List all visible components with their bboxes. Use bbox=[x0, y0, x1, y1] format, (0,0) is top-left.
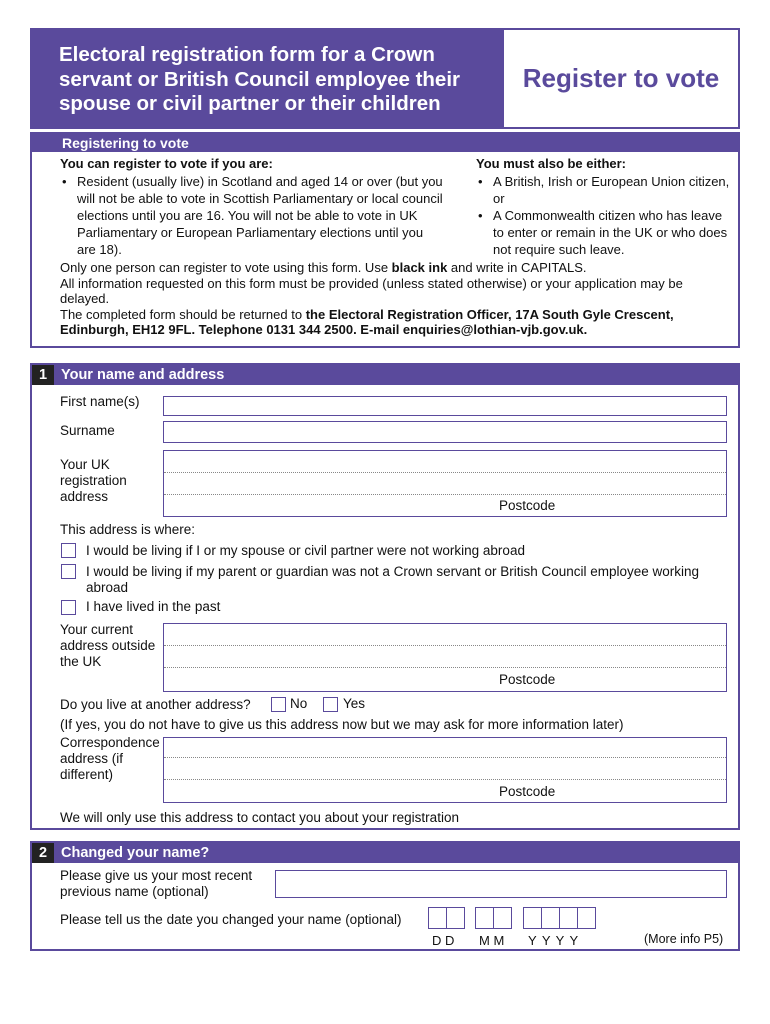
date-changed-label: Please tell us the date you changed your name (optional) bbox=[60, 912, 402, 927]
more-info-note: (More info P5) bbox=[644, 932, 724, 946]
opt1-label: I would be living if I or my spouse or civil partner were not working abroad bbox=[86, 543, 525, 558]
correspondence-field[interactable] bbox=[163, 737, 727, 803]
form-header bbox=[30, 28, 740, 129]
year-digit-2[interactable] bbox=[541, 907, 560, 929]
no-checkbox[interactable] bbox=[271, 697, 286, 712]
previous-name-label: Please give us your most recent previous name (optional) bbox=[60, 868, 253, 899]
register-to-vote-heading: Register to vote bbox=[522, 63, 720, 93]
day-digit-1[interactable] bbox=[428, 907, 447, 929]
if-yes-note: (If yes, you do not have to give us this address now but we may ask for more information later) bbox=[60, 717, 624, 732]
opt2-label: I would be living if my parent or guardian was not a Crown servant or British Council employee working abroad bbox=[86, 564, 700, 595]
instructions bbox=[60, 260, 732, 338]
section-name-address bbox=[30, 363, 740, 830]
yyyy-hint: Y Y Y Y bbox=[528, 933, 580, 948]
no-label: No bbox=[290, 696, 308, 711]
uk-address-field[interactable] bbox=[163, 450, 727, 517]
year-digit-4[interactable] bbox=[577, 907, 596, 929]
month-digit-1[interactable] bbox=[475, 907, 494, 929]
section-bar bbox=[32, 365, 738, 385]
month-digit-2[interactable] bbox=[493, 907, 512, 929]
section-number: 1 bbox=[32, 365, 54, 385]
first-names-field[interactable] bbox=[163, 396, 727, 416]
first-names-label: First name(s) bbox=[60, 394, 140, 409]
opt1-checkbox[interactable] bbox=[61, 543, 76, 558]
postcode-label: Postcode bbox=[499, 784, 556, 799]
correspondence-label: Correspondence address (if different) bbox=[60, 735, 160, 782]
section-changed-name bbox=[30, 841, 740, 951]
eligibility-right bbox=[476, 155, 730, 258]
current-address-label: Your current address outside the UK bbox=[60, 622, 156, 669]
left-heading: You can register to vote if you are: bbox=[60, 156, 273, 171]
form-title: Electoral registration form for a Crown servant or British Council employee their spouse or civil partner or their children bbox=[32, 30, 504, 127]
year-digit-3[interactable] bbox=[559, 907, 578, 929]
year-digit-1[interactable] bbox=[523, 907, 542, 929]
only-use-note: We will only use this address to contact you about your registration bbox=[60, 810, 459, 825]
yes-checkbox[interactable] bbox=[323, 697, 338, 712]
section-bar bbox=[32, 843, 738, 863]
postcode-label: Postcode bbox=[499, 672, 556, 687]
citizen-bullet: • A British, Irish or European Union citizen, or bbox=[476, 173, 730, 207]
opt3-checkbox[interactable] bbox=[61, 600, 76, 615]
info-required: All information requested on this form must be provided (unless stated otherwise) or your application may be delayed. bbox=[60, 275, 683, 306]
address-where-label: This address is where: bbox=[60, 522, 196, 537]
yes-label: Yes bbox=[343, 696, 366, 711]
right-heading: You must also be either: bbox=[476, 156, 627, 171]
mm-hint: M M bbox=[479, 933, 505, 948]
opt3-label: I have lived in the past bbox=[86, 599, 221, 614]
ink-instruction: Only one person can register to vote using this form. Use black ink and write in CAPITALS. bbox=[60, 260, 587, 275]
surname-field[interactable] bbox=[163, 421, 727, 443]
another-address-question: Do you live at another address? bbox=[60, 697, 251, 712]
return-instruction: The completed form should be returned to the Electoral Registration Officer, 17A South Gyle Crescent, Edinburgh, EH12 9FL. Telephone 0131 344 2500. E-mail enquiries@lothian-vjb.gov.uk. bbox=[60, 306, 674, 337]
commonwealth-bullet: • A Commonwealth citizen who has leave to enter or remain in the UK or who does not require such leave. bbox=[476, 207, 730, 258]
day-digit-2[interactable] bbox=[446, 907, 465, 929]
surname-label: Surname bbox=[60, 423, 115, 438]
opt2-checkbox[interactable] bbox=[61, 564, 76, 579]
section-number: 2 bbox=[32, 843, 54, 863]
dd-hint: D D bbox=[432, 933, 455, 948]
current-address-field[interactable] bbox=[163, 623, 727, 692]
registering-bar: Registering to vote bbox=[32, 134, 738, 152]
previous-name-field[interactable] bbox=[275, 870, 727, 898]
section-title: Your name and address bbox=[61, 367, 225, 383]
section-title: Changed your name? bbox=[61, 845, 210, 861]
eligibility-left bbox=[60, 155, 445, 258]
resident-bullet: • Resident (usually live) in Scotland and aged 14 or over (but you will not be able to vote in Scottish Parliamentary or local council elections until you are 16. You will not be able to vote in UK Parliamentary or European Parliamentary elections until you are 18). bbox=[60, 173, 445, 258]
uk-address-label: Your UK registration address bbox=[60, 457, 127, 504]
registering-info-box bbox=[30, 132, 740, 348]
postcode-label: Postcode bbox=[499, 498, 556, 513]
